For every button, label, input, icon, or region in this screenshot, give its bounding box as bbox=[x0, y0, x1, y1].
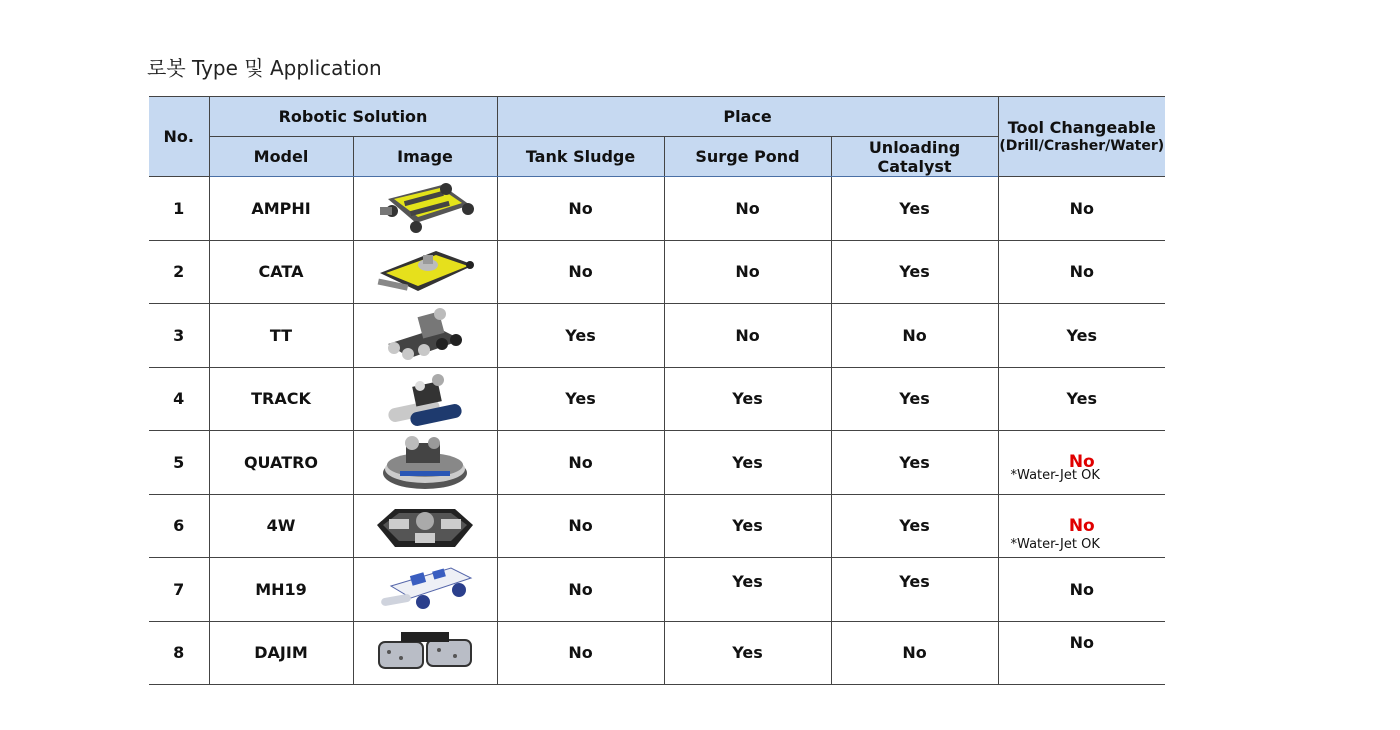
row-unloading-catalyst: Yes bbox=[831, 431, 998, 495]
row-surge-value: Yes bbox=[732, 571, 763, 591]
row-no: 2 bbox=[149, 240, 209, 304]
header-unloading-catalyst: Unloading Catalyst bbox=[831, 137, 998, 177]
header-tank-sludge: Tank Sludge bbox=[497, 137, 664, 177]
row-model: TT bbox=[209, 304, 353, 368]
row-tool-changeable: Yes bbox=[998, 367, 1165, 431]
row-image bbox=[353, 177, 497, 241]
crawler-robot-icon bbox=[380, 370, 470, 428]
octagon-robot-icon bbox=[375, 497, 475, 555]
row-image bbox=[353, 494, 497, 558]
row-unloading-catalyst: Yes bbox=[831, 494, 998, 558]
hydraulic-robot-icon bbox=[375, 562, 475, 616]
row-model: TRACK bbox=[209, 367, 353, 431]
row-surge-pond bbox=[664, 558, 831, 622]
row-image bbox=[353, 240, 497, 304]
table-row bbox=[149, 558, 1165, 622]
row-model: DAJIM bbox=[209, 621, 353, 685]
row-unloading-value: Yes bbox=[899, 571, 930, 591]
tracked-robot-icon bbox=[370, 179, 480, 237]
row-unloading-catalyst: No bbox=[831, 304, 998, 368]
row-surge-pond: Yes bbox=[664, 367, 831, 431]
row-image bbox=[353, 558, 497, 622]
row-model: CATA bbox=[209, 240, 353, 304]
row-tank-sludge: No bbox=[497, 494, 664, 558]
drum-robot-icon bbox=[375, 628, 475, 678]
row-tool-value: No bbox=[1068, 452, 1095, 473]
row-model: MH19 bbox=[209, 558, 353, 622]
flat-robot-icon bbox=[370, 243, 480, 301]
row-tank-sludge: No bbox=[497, 621, 664, 685]
row-tool-changeable bbox=[998, 431, 1165, 495]
row-no: 5 bbox=[149, 431, 209, 495]
row-tool-changeable: Yes bbox=[998, 304, 1165, 368]
table-row bbox=[149, 494, 1165, 558]
row-no: 7 bbox=[149, 558, 209, 622]
row-image bbox=[353, 621, 497, 685]
row-image bbox=[353, 367, 497, 431]
water-jet-note: *Water-Jet OK bbox=[1010, 536, 1100, 552]
row-model: 4W bbox=[209, 494, 353, 558]
row-tank-sludge: No bbox=[497, 431, 664, 495]
row-tool-changeable: No bbox=[998, 240, 1165, 304]
header-no: No. bbox=[149, 97, 209, 177]
row-image bbox=[353, 304, 497, 368]
row-unloading-catalyst: Yes bbox=[831, 177, 998, 241]
header-surge-pond: Surge Pond bbox=[664, 137, 831, 177]
wheeled-robot-icon bbox=[380, 306, 470, 364]
row-no: 6 bbox=[149, 494, 209, 558]
row-tool-changeable: No bbox=[998, 177, 1165, 241]
row-model: QUATRO bbox=[209, 431, 353, 495]
row-tank-sludge: No bbox=[497, 558, 664, 622]
row-tool-changeable bbox=[998, 494, 1165, 558]
row-unloading-catalyst: Yes bbox=[831, 240, 998, 304]
table-row bbox=[149, 304, 1165, 368]
row-no: 3 bbox=[149, 304, 209, 368]
table-row bbox=[149, 367, 1165, 431]
row-unloading-catalyst bbox=[831, 558, 998, 622]
header-robotic-solution: Robotic Solution bbox=[209, 97, 497, 137]
row-surge-pond: Yes bbox=[664, 494, 831, 558]
row-tank-sludge: Yes bbox=[497, 304, 664, 368]
header-image: Image bbox=[353, 137, 497, 177]
table-row bbox=[149, 240, 1165, 304]
row-surge-pond: Yes bbox=[664, 621, 831, 685]
row-no: 1 bbox=[149, 177, 209, 241]
water-jet-note: *Water-Jet OK bbox=[1010, 468, 1100, 483]
row-tank-sludge: Yes bbox=[497, 367, 664, 431]
row-image bbox=[353, 431, 497, 495]
row-no: 8 bbox=[149, 621, 209, 685]
row-tool-changeable: No bbox=[998, 558, 1165, 622]
row-unloading-catalyst: No bbox=[831, 621, 998, 685]
table-row bbox=[149, 177, 1165, 241]
row-surge-pond: No bbox=[664, 240, 831, 304]
row-unloading-catalyst: Yes bbox=[831, 367, 998, 431]
page-title: 로봇 Type 및 Application bbox=[147, 56, 382, 80]
row-surge-pond: No bbox=[664, 177, 831, 241]
robot-application-table bbox=[149, 96, 1165, 685]
row-tool-value: No bbox=[1069, 633, 1094, 653]
row-tool-value: No bbox=[1068, 515, 1095, 536]
round-robot-icon bbox=[380, 431, 470, 493]
row-tool-changeable bbox=[998, 621, 1165, 685]
row-model: AMPHI bbox=[209, 177, 353, 241]
row-tank-sludge: No bbox=[497, 240, 664, 304]
header-tool-changeable bbox=[998, 97, 1165, 177]
row-surge-pond: No bbox=[664, 304, 831, 368]
header-model: Model bbox=[209, 137, 353, 177]
row-surge-pond: Yes bbox=[664, 431, 831, 495]
header-tool-changeable-title: Tool Changeable bbox=[1007, 117, 1156, 137]
header-tool-changeable-sub: (Drill/Crasher/Water) bbox=[999, 137, 1165, 154]
row-no: 4 bbox=[149, 367, 209, 431]
row-tank-sludge: No bbox=[497, 177, 664, 241]
table-row bbox=[149, 621, 1165, 685]
header-place: Place bbox=[497, 97, 998, 137]
table-row bbox=[149, 431, 1165, 495]
